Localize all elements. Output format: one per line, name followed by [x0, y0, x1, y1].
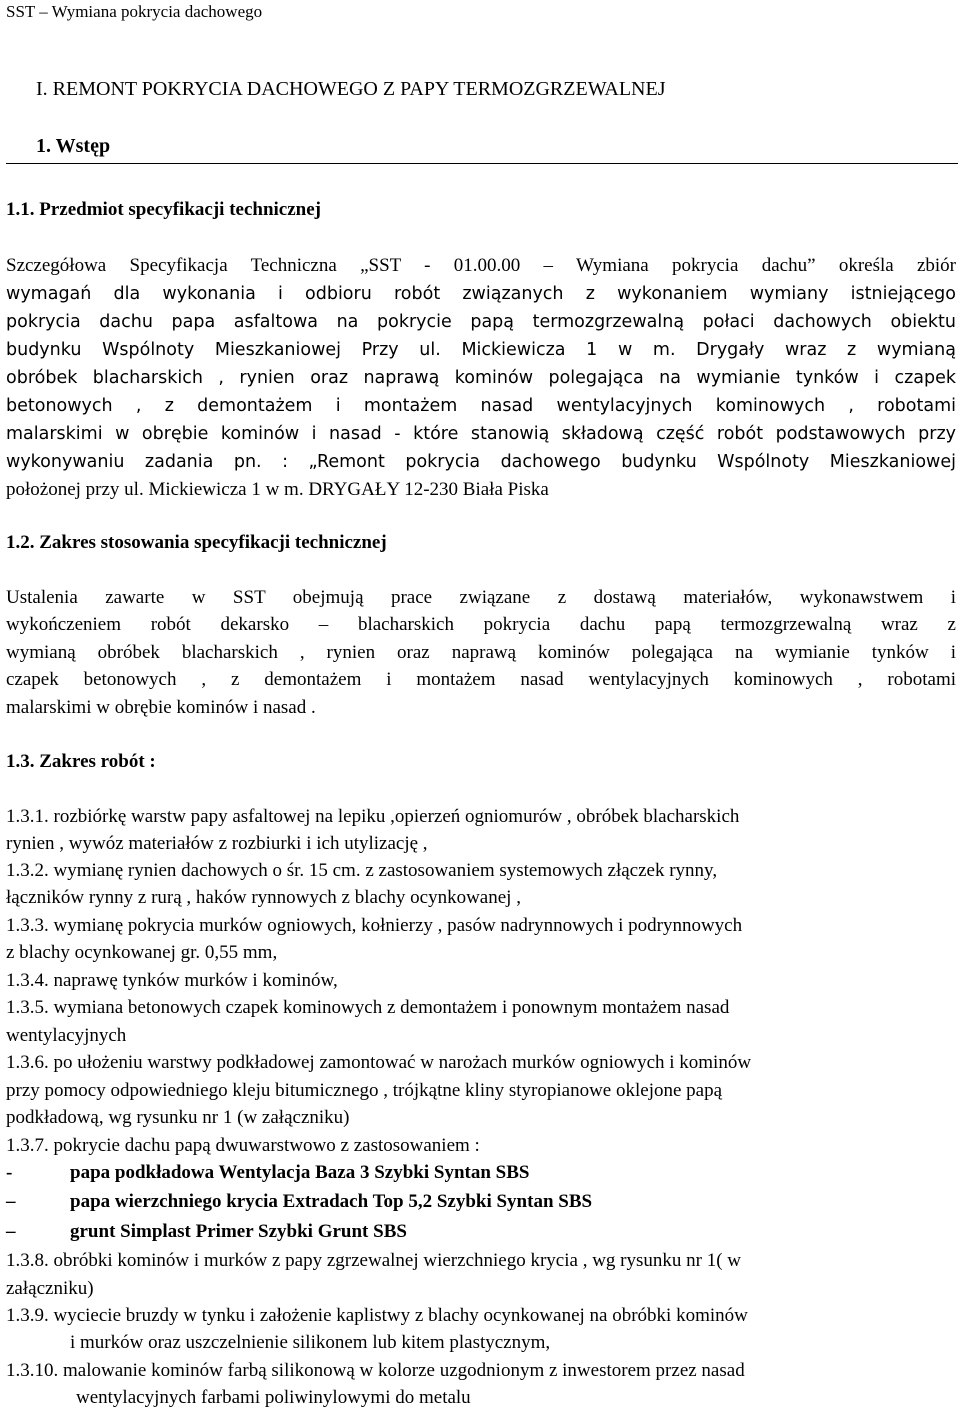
heading-underline: [6, 163, 958, 164]
work-item: 1.3.5. wymiana betonowych czapek kominowych z demontażem i ponownym montażem nasad: [6, 997, 730, 1018]
section-heading-zakres-stosowania: 1.2. Zakres stosowania specyfikacji technicznej: [6, 532, 387, 553]
material-item: grunt Simplast Primer Szybki Grunt SBS: [70, 1221, 407, 1242]
work-item: 1.3.3. wymianę pokrycia murków ogniowych, kołnierzy , pasów nadrynnowych i podrynnowych: [6, 915, 743, 936]
paragraph-line: wykonywaniu zadania pn. : „Remont pokrycia dachowego budynku Wspólnoty Mieszkaniowej: [6, 452, 956, 472]
paragraph-line: wymagań dla wykonania i odbioru robót związanych z wykonaniem wymiany istniejącego: [6, 284, 956, 304]
work-item-continuation: wentylacyjnych: [6, 1025, 127, 1046]
material-item: papa podkładowa Wentylacja Baza 3 Szybki Syntan SBS: [70, 1162, 530, 1183]
work-item-continuation: przy pomocy odpowiedniego kleju bitumicznego , trójkątne kliny styropianowe oklejone papą: [6, 1080, 723, 1101]
work-item-continuation: rynien , wywóz materiałów z rozbiurki i ich utylizację ,: [6, 833, 428, 854]
paragraph-line: pokrycia dachu papa asfaltowa na pokrycie papą termozgrzewalną połaci dachowych obiektu: [6, 312, 956, 332]
paragraph-line: położonej przy ul. Mickiewicza 1 w m. DRYGAŁY 12-230 Biała Piska: [6, 479, 549, 500]
paragraph-line: obróbek blacharskich , rynien oraz naprawą kominów polegająca na wymianie tynków i czapek: [6, 368, 956, 388]
paragraph-line: wykończeniem robót dekarsko – blacharskich pokrycia dachu papą termozgrzewalną wraz z: [6, 614, 956, 635]
paragraph-line: malarskimi w obrębie kominów i nasad - które stanowią składową część robót podstawowych przy: [6, 424, 956, 444]
paragraph-line: malarskimi w obrębie kominów i nasad .: [6, 697, 316, 718]
work-item: 1.3.7. pokrycie dachu papą dwuwarstwowo z zastosowaniem :: [6, 1135, 480, 1156]
work-item: 1.3.4. naprawę tynków murków i kominów,: [6, 970, 338, 991]
section-heading-wstep: 1. Wstęp: [36, 135, 111, 157]
paragraph-line: wymianą obróbek blacharskich , rynien oraz naprawą kominów polegająca na wymianie tynków i: [6, 642, 956, 663]
paragraph-line: Ustalenia zawarte w SST obejmują prace związane z dostawą materiałów, wykonawstwem i: [6, 587, 956, 608]
paragraph-line: Szczegółowa Specyfikacja Techniczna „SST - 01.00.00 – Wymiana pokrycia dachu” określa zbiór: [6, 255, 956, 276]
chapter-title: I. REMONT POKRYCIA DACHOWEGO Z PAPY TERMOZGRZEWALNEJ: [36, 78, 666, 100]
paragraph-line: budynku Wspólnoty Mieszkaniowej Przy ul. Mickiewicza 1 w m. Drygały wraz z wymianą: [6, 340, 956, 360]
work-item-continuation: z blachy ocynkowanej gr. 0,55 mm,: [6, 942, 278, 963]
work-item-continuation: łączników rynny z rurą , haków rynnowych z blachy ocynkowanej ,: [6, 887, 521, 908]
section-heading-przedmiot: 1.1. Przedmiot specyfikacji technicznej: [6, 199, 321, 220]
material-dash: -: [6, 1162, 13, 1183]
paragraph-line: czapek betonowych , z demontażem i montażem nasad wentylacyjnych kominowych , robotami: [6, 669, 956, 690]
work-item: 1.3.8. obróbki kominów i murków z papy zgrzewalnej wierzchniego krycia , wg rysunku nr 1( w: [6, 1250, 742, 1271]
material-item: papa wierzchniego krycia Extradach Top 5,2 Szybki Syntan SBS: [70, 1191, 593, 1212]
work-item-continuation: załączniku): [6, 1278, 94, 1299]
paragraph-line: betonowych , z demontażem i montażem nasad wentylacyjnych kominowych , robotami: [6, 396, 956, 416]
work-item-continuation: i murków oraz uszczelnienie silikonem lub kitem plastycznym,: [70, 1332, 551, 1353]
work-item: 1.3.1. rozbiórkę warstw papy asfaltowej na lepiku ,opierzeń ogniomurów , obróbek blacharskich: [6, 806, 740, 827]
work-item: 1.3.10. malowanie kominów farbą silikonową w kolorze uzgodnionym z inwestorem przez nasad: [6, 1360, 745, 1381]
work-item: 1.3.9. wyciecie bruzdy w tynku i założenie kaplistwy z blachy ocynkowanej na obróbki kominów: [6, 1305, 748, 1326]
page-header: SST – Wymiana pokrycia dachowego: [6, 2, 263, 21]
section-heading-zakres-robot: 1.3. Zakres robót :: [6, 751, 156, 772]
work-item: 1.3.2. wymianę rynien dachowych o śr. 15 cm. z zastosowaniem systemowych złączek rynny,: [6, 860, 718, 881]
material-dash: –: [6, 1221, 16, 1242]
work-item-continuation: podkładową, wg rysunku nr 1 (w załączniku): [6, 1107, 350, 1128]
work-item-continuation: wentylacyjnych farbami poliwinylowymi do metalu: [76, 1387, 471, 1408]
material-dash: –: [6, 1191, 16, 1212]
work-item: 1.3.6. po ułożeniu warstwy podkładowej zamontować w narożach murków ogniowych i kominów: [6, 1052, 752, 1073]
